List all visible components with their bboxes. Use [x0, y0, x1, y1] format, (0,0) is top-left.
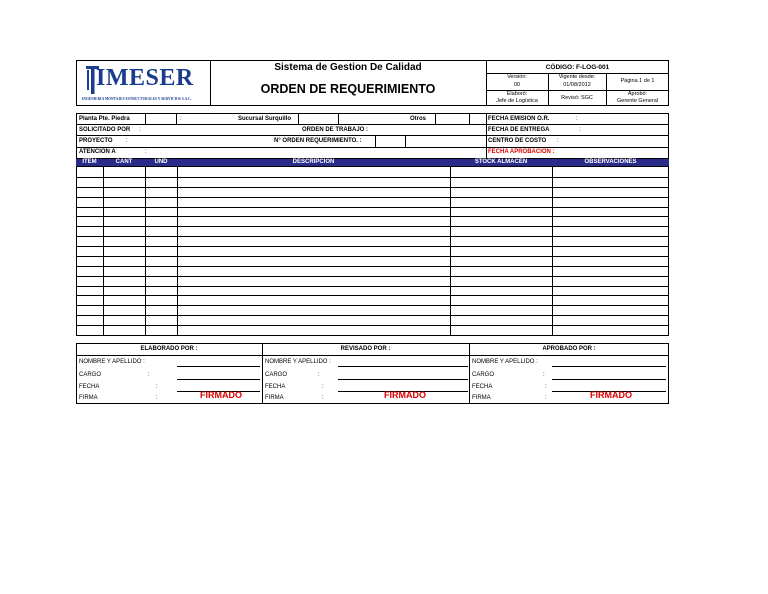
fecha-emision-label: FECHA EMISION O.R. [488, 116, 550, 122]
nro-orden-box[interactable] [375, 135, 406, 148]
signature-title: ELABORADO POR : [140, 346, 198, 352]
fecha-label: FECHA [472, 384, 493, 390]
firma-colon: : [322, 395, 324, 401]
planta-label: Planta Pte. Piedra [79, 116, 130, 122]
table-row [77, 236, 668, 237]
nombre-label: NOMBRE Y APELLIDO : [79, 359, 145, 365]
fecha-entrega-label: FECHA DE ENTREGA [488, 127, 550, 133]
col-und: UND [145, 159, 177, 165]
centro-costo-label: CENTRO DE COSTO [488, 138, 547, 144]
table-row [77, 315, 668, 316]
table-column-divider [177, 167, 178, 335]
firma-label: FIRMA [472, 395, 491, 401]
signature-field-line[interactable] [177, 366, 260, 367]
cargo-label: CARGO [79, 372, 102, 378]
planta-checkbox[interactable] [145, 113, 177, 125]
cargo-colon: : [543, 372, 545, 378]
proyecto-colon: : [126, 138, 128, 144]
table-column-divider [145, 167, 146, 335]
signature-field-line[interactable] [552, 379, 666, 380]
table-row [77, 246, 668, 247]
nro-orden-label: N° ORDEN REQUERIMIENTO. : [274, 138, 362, 144]
logo-text: IMESER [96, 65, 194, 91]
fecha-colon: : [545, 384, 547, 390]
table-column-divider [103, 167, 104, 335]
table-row [77, 197, 668, 198]
table-row [77, 207, 668, 208]
nombre-label: NOMBRE Y APELLIDO : [265, 359, 331, 365]
col-item: ITEM [76, 159, 103, 165]
signature-title: APROBADO POR : [542, 346, 596, 352]
centro-costo-colon: : [557, 138, 559, 144]
col-stock: STOCK ALMACÉN [450, 159, 552, 165]
col-observaciones: OBSERVACIONES [552, 159, 669, 165]
vigente-value: 01/08/2012 [563, 82, 591, 88]
cargo-label: CARGO [472, 372, 495, 378]
company-logo [80, 64, 208, 102]
fecha-colon: : [322, 384, 324, 390]
firmado-stamp: FIRMADO [200, 390, 242, 400]
aprobo-label: Aprobó: [627, 91, 648, 97]
table-row [77, 256, 668, 257]
cargo-colon: : [148, 372, 150, 378]
page-number: Página 1 de 1 [620, 78, 655, 84]
table-column-divider [450, 167, 451, 335]
items-table-body [76, 166, 669, 336]
table-row [77, 305, 668, 306]
atencion-colon: : [145, 149, 147, 155]
signature-field-line[interactable] [338, 366, 468, 367]
signature-title: REVISADO POR : [340, 346, 391, 352]
table-row [77, 325, 668, 326]
reviso-value: Revisó: SGC [561, 95, 593, 101]
col-descripcion: DESCRIPCION [177, 159, 450, 165]
col-cant: CANT [103, 159, 145, 165]
solicitado-label: SOLICITADO POR [79, 127, 131, 133]
firma-colon: : [156, 395, 158, 401]
nombre-label: NOMBRE Y APELLIDO : [472, 359, 538, 365]
otros-label: Otros [410, 116, 427, 122]
fecha-label: FECHA [265, 384, 286, 390]
signature-section [76, 343, 669, 404]
fecha-emision-colon: : [576, 116, 578, 122]
fecha-aprobacion-label: FECHA APROBACION : [488, 149, 555, 155]
vigente-label: Vigente desde: [558, 74, 596, 80]
sucursal-checkbox[interactable] [298, 113, 339, 125]
firmado-stamp: FIRMADO [384, 390, 426, 400]
elaboro-label: Elaboró: [506, 91, 528, 97]
orden-trabajo-label: ORDEN DE TRABAJO : [302, 127, 369, 133]
solicitado-colon: : [139, 127, 141, 133]
table-row [77, 286, 668, 287]
document-code: CÓDIGO: F-LOG-001 [545, 64, 610, 71]
version-value: 00 [513, 82, 521, 88]
signature-field-line[interactable] [177, 379, 260, 380]
fecha-label: FECHA [79, 384, 100, 390]
cargo-label: CARGO [265, 372, 288, 378]
otros-checkbox[interactable] [435, 113, 470, 125]
fecha-colon: : [156, 384, 158, 390]
planta-colon: : [180, 116, 182, 122]
firma-colon: : [545, 395, 547, 401]
table-row [77, 177, 668, 178]
fecha-entrega-colon: : [579, 127, 581, 133]
version-label: Versión: [507, 74, 527, 80]
elaboro-value: Jefe de Logística [496, 98, 538, 104]
proyecto-label: PROYECTO [79, 138, 113, 144]
firma-label: FIRMA [265, 395, 284, 401]
cargo-colon: : [318, 372, 320, 378]
table-row [77, 226, 668, 227]
table-column-divider [552, 167, 553, 335]
sucursal-label: Sucursal Surquillo [238, 116, 292, 122]
table-row [77, 187, 668, 188]
table-row [77, 266, 668, 267]
firma-label: FIRMA [79, 395, 98, 401]
document-title: ORDEN DE REQUERIMIENTO [260, 82, 436, 96]
firmado-stamp: FIRMADO [590, 390, 632, 400]
signature-field-line[interactable] [338, 379, 468, 380]
logo-subtitle: INGENIERIA MONTAJES ESTRUCTURALES Y SERVICIOS S.A.C. [82, 97, 192, 101]
atencion-label: ATENCION A [79, 149, 116, 155]
table-row [77, 276, 668, 277]
signature-field-line[interactable] [552, 366, 666, 367]
table-row [77, 216, 668, 217]
table-row [77, 295, 668, 296]
system-title: Sistema de Gestion De Calidad [274, 62, 422, 73]
aprobo-value: Gerente General [617, 98, 658, 104]
